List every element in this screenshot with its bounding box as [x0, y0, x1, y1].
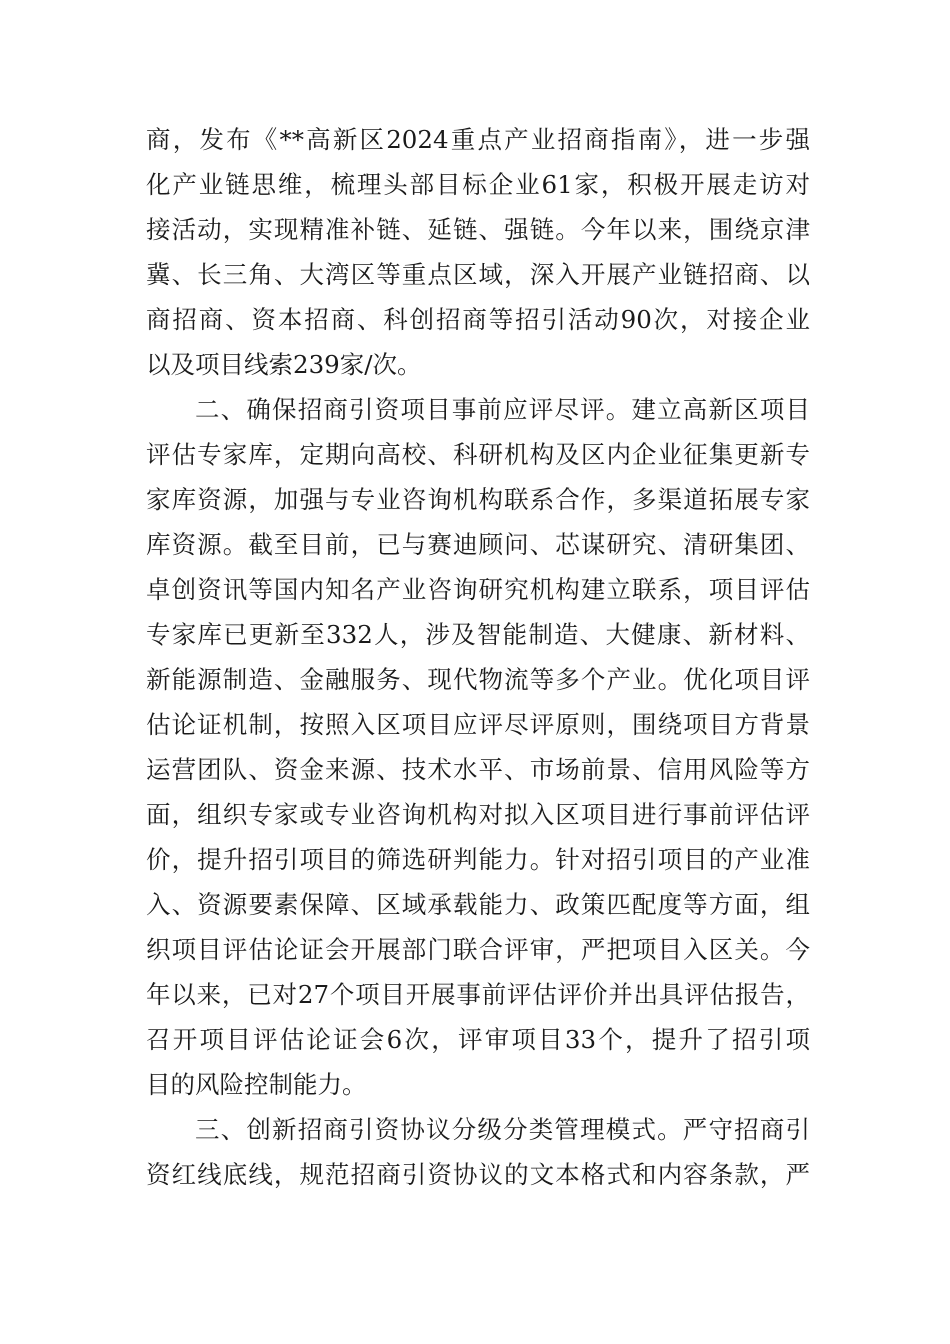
text-line: 专家库已更新至332人，涉及智能制造、大健康、新材料、	[146, 620, 810, 649]
text-line: 年以来，已对27个项目开展事前评估评价并出具评估报告，	[146, 980, 810, 1009]
paragraph-2	[146, 387, 810, 1107]
text-line: 目的风险控制能力。	[146, 1070, 367, 1099]
text-line: 以及项目线索239家/次。	[146, 350, 422, 379]
text-line: 库资源。截至目前，已与赛迪顾问、芯谋研究、清研集团、	[146, 530, 810, 559]
text-line: 召开项目评估论证会6次，评审项目33个，提升了招引项	[146, 1025, 810, 1054]
text-line: 价，提升招引项目的筛选研判能力。针对招引项目的产业准	[146, 845, 810, 874]
text-line: 冀、长三角、大湾区等重点区域，深入开展产业链招商、以	[146, 260, 810, 289]
document-body	[146, 117, 810, 1197]
text-line: 运营团队、资金来源、技术水平、市场前景、信用风险等方	[146, 755, 810, 784]
text-line: 新能源制造、金融服务、现代物流等多个产业。优化项目评	[146, 665, 810, 694]
text-line: 接活动，实现精准补链、延链、强链。今年以来，围绕京津	[146, 215, 810, 244]
text-line: 商招商、资本招商、科创招商等招引活动90次，对接企业	[146, 305, 810, 334]
text-line: 资红线底线，规范招商引资协议的文本格式和内容条款，严	[146, 1160, 810, 1189]
paragraph-3	[146, 1107, 810, 1197]
text-line: 面，组织专家或专业咨询机构对拟入区项目进行事前评估评	[146, 800, 810, 829]
text-line: 评估专家库，定期向高校、科研机构及区内企业征集更新专	[146, 440, 810, 469]
text-line: 估论证机制，按照入区项目应评尽评原则，围绕项目方背景	[146, 710, 810, 739]
text-line: 家库资源，加强与专业咨询机构联系合作，多渠道拓展专家	[146, 485, 810, 514]
paragraph-1	[146, 117, 810, 387]
text-line: 化产业链思维，梳理头部目标企业61家，积极开展走访对	[146, 170, 810, 199]
text-line: 商，发布《**高新区2024重点产业招商指南》，进一步强	[146, 125, 810, 154]
text-line: 入、资源要素保障、区域承载能力、政策匹配度等方面，组	[146, 890, 810, 919]
text-line: 织项目评估论证会开展部门联合评审，严把项目入区关。今	[146, 935, 810, 964]
text-line: 三、创新招商引资协议分级分类管理模式。严守招商引	[195, 1115, 810, 1144]
text-line: 卓创资讯等国内知名产业咨询研究机构建立联系，项目评估	[146, 575, 810, 604]
text-line: 二、确保招商引资项目事前应评尽评。建立高新区项目	[195, 395, 810, 424]
